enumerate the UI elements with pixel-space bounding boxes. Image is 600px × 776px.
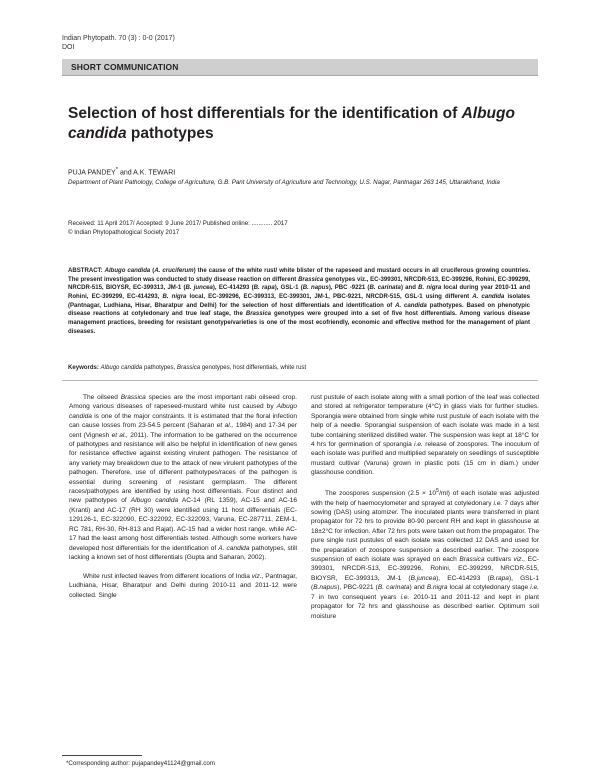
paragraph bbox=[69, 572, 297, 600]
paragraph bbox=[69, 393, 297, 562]
doi-label: DOI bbox=[62, 44, 75, 51]
section-label: SHORT COMMUNICATION bbox=[71, 62, 179, 72]
keyword: Brassica bbox=[176, 365, 201, 371]
dates-block bbox=[68, 220, 530, 237]
abstract-seg: ), GSL-1 ( bbox=[274, 285, 303, 292]
text: /ml) of each isolate was adjusted with the help of haemocytometer and sprayed at cotyledonary bbox=[311, 490, 540, 507]
italic-text: B.rapa bbox=[489, 574, 509, 582]
italic-text: B. carinata bbox=[377, 584, 410, 592]
received-accepted-dates: Received: 11 April 2017/ Accepted: 9 June 2017/ Published online: ............ 2017 bbox=[68, 220, 288, 227]
text: rust pustule of each isolate along with a small portion of the leaf was collected and stored at refrigerator temperature (4°C) in glass vials for further studies. Sporangia were obtained from single white rust pustule of each isolate with the help of a needle. Sporangial suspension of each isolate was made in a test tube containing sterilized distilled water. The suspension was kept at 18°C for 4 hrs for germination of sporangia bbox=[311, 394, 539, 449]
text: pathotypes, still lacking a known set of host differentials (Gupta and Saharan, 2002). bbox=[69, 544, 297, 561]
text: White rust infected leaves from different locations of India bbox=[83, 572, 252, 580]
body-column-right bbox=[311, 393, 539, 621]
italic-text: i.e. bbox=[400, 593, 410, 601]
abstract-seg: Brassica bbox=[245, 311, 272, 318]
paragraph bbox=[311, 393, 539, 478]
italic-text: B.nigra bbox=[426, 584, 448, 592]
superscript: 5 bbox=[436, 488, 440, 495]
italic-text: B.napus bbox=[313, 584, 338, 592]
italic-text: A. candida bbox=[218, 544, 250, 552]
italic-text: viz., bbox=[513, 556, 526, 564]
title-italic2: candida bbox=[68, 125, 127, 142]
abstract-seg: A. candida bbox=[472, 293, 505, 300]
journal-citation: Indian Phytopath. 70 (3) : 0-0 (2017) bbox=[62, 35, 175, 42]
authors bbox=[68, 167, 175, 176]
abstract-label: ABSTRACT: bbox=[68, 268, 105, 274]
text: AC-14 (RL 1359), AC-15 and AC-16 (Kranti) and AC-17 (RH 30) were identified using 11 host differentials (EC-129126-1, EC-322090, EC-322092, EC-322093, Varuna, EC-287711, ZEM-1, RC 781, RH-30, RH-813 and Rajat). AC-15 had a wider host range, while AC-17 had the least among host differentials tested. Although some workers have developed host differentials for the identification of bbox=[69, 497, 298, 552]
text: is one of the major constraints. It is estimated that the floral infection can cause losses from 23-54.5 percent (Saharan bbox=[69, 412, 297, 430]
italic-text: B.juncea bbox=[410, 574, 437, 582]
text: ), GSL-1 ( bbox=[311, 574, 539, 592]
keyword: genotypes, host differentials, white rust bbox=[200, 365, 307, 371]
author-marker: * bbox=[115, 167, 118, 173]
text: 2011). The information to be gathered on the occurrence of pathotypes and resistance will also be helpful in identification of new genes for resistance effective against existing virulent pathogen. The resistance of any variety may breakdown due to the attack of new virulent pathotypes of the pathogen. Therefore, use of different pathotypes/races of the pathogen is essential during screening of resistant germplasm. The different races/pathotypes are identified by using host differentials. Four distinct and new pathotypes of bbox=[69, 431, 298, 505]
text: 2010-11 and 2011-12 and kept in plant propagator for 72 hrs and glasshouse as described earlier. Optimum soil moisture bbox=[311, 593, 539, 620]
abstract-seg: pathotypes. Based on phenotypic disease reactions at cotyledonary and true leaf stage, the bbox=[68, 302, 531, 318]
italic-text: i.e. bbox=[493, 499, 503, 507]
abstract-seg: Brassica bbox=[298, 276, 324, 283]
italic-text: Albugo candida bbox=[69, 403, 297, 420]
text: Pantnagar, Ludhiana, Hisar, Bharatpur and Delhi during 2010-11 and 2011-12 were collected. Single bbox=[69, 572, 297, 599]
keywords bbox=[68, 365, 530, 371]
abstract-seg: ), PBC -9221 ( bbox=[328, 285, 370, 292]
body-column-left bbox=[69, 393, 297, 600]
text: 7 in two consequent years bbox=[311, 593, 401, 601]
italic-text: i.e. bbox=[530, 584, 539, 592]
keyword: Albugo candida bbox=[100, 365, 143, 371]
abstract bbox=[68, 267, 530, 336]
abstract-seg: isolates (Pantnagar, Ludhiana, Hisar, Bharatpur and Delhi) for the selection of host differentials and identification of bbox=[68, 293, 530, 309]
italic-text: et al., bbox=[216, 422, 234, 430]
text: 7 days after sowing (DAS) using atomizer. The inoculated plants were transferred in plant propagator for 72 hrs to provide 80-90 percent RH and kept in glasshouse at 18±2°C for infection. After 72 hrs pots were taken out from the propagator. The pure single rust pustules of each isolate was collected 12 DAS and used for the preparation of zoospore suspension a described earlier. The zoospore suspension of each isolate was sprayed on each bbox=[311, 499, 539, 564]
abstract-seg: ) and bbox=[400, 285, 419, 292]
abstract-seg: B. carinata bbox=[369, 285, 401, 292]
keywords-label: Keywords: bbox=[68, 365, 101, 371]
italic-text: i.e. bbox=[414, 441, 423, 449]
abstract-seg: B. juncea bbox=[185, 285, 213, 292]
abstract-seg: B. rapa bbox=[253, 285, 275, 292]
abstract-seg: genotypes viz., EC-399301, NRCDR-513, EC-399296, Rohini, EC-399299, NRCDR-515, BIOYSR, EC-399313, JM-1 ( bbox=[68, 276, 530, 292]
abstract-seg: Albugo candida bbox=[104, 268, 151, 274]
text: ) and bbox=[409, 584, 427, 592]
author-1: PUJA PANDEY bbox=[68, 169, 116, 177]
copyright-line: © Indian Phytopathological Society 2017 bbox=[68, 228, 180, 236]
text: local at cotyledonary stage bbox=[447, 584, 531, 592]
affiliation: Department of Plant Pathology, College of Agriculture, G.B. Pant University of Agriculture and Technology, U.S. Nagar, Pantnagar 263 145, Uttarakhand, India bbox=[68, 179, 500, 186]
title-part1: Selection of host differentials for the identification of bbox=[68, 105, 462, 122]
italic-text: viz., bbox=[251, 572, 264, 580]
title-italic1: Albugo bbox=[461, 105, 515, 122]
text: ), PBC-9221 ( bbox=[337, 584, 378, 592]
text: 1984) and 17-34 per cent (Vignesh bbox=[69, 422, 298, 439]
abstract-seg: B. napus bbox=[302, 285, 329, 292]
text: species are the most important rabi oilseed crop. Among various diseases of rapeseed-mustard white rust caused by bbox=[69, 394, 297, 411]
text: EC-399301, NRCDR-513, EC-399296, Rohini, EC-399299, NRCDR-515, BIOYSR, EC-399313, JM-1 ( bbox=[311, 556, 539, 582]
keyword: pathotypes, bbox=[142, 365, 177, 371]
italic-text: et al., bbox=[111, 431, 128, 439]
abstract-seg: local, EC-399296, EC-399313, EC-399301, JM-1, PBC-9221, NRCDR-515, GSL-1 using different bbox=[186, 293, 473, 300]
corresponding-author-footnote: *Corresponding author: pujapandey41124@gmail.com bbox=[66, 760, 215, 767]
abstract-seg: A. cruciferum bbox=[154, 268, 194, 274]
italic-text: Brassica bbox=[120, 394, 146, 401]
abstract-seg: ) the cause of the white rust/ white blister of the rapeseed and mustard occurs in all cruciferous growing countries. The present investigation was conducted to study disease reaction on different bbox=[68, 268, 531, 283]
italic-text: Brassica bbox=[459, 556, 485, 564]
paper-title bbox=[68, 104, 528, 144]
italic-text: Albugo candida bbox=[130, 497, 179, 505]
abstract-seg: local during year 2010-11 and Rohini, EC-399299, EC-414293, bbox=[68, 285, 531, 300]
abstract-seg: genotypes were grouped into a set of five host differentials. Among various disease management practices, breeding for resistant genotype/varieties is one of the most ecofriendly, economic and effective method for the management of plant diseases. bbox=[68, 311, 530, 335]
footnote-divider bbox=[62, 755, 142, 756]
abstract-seg: A. candida bbox=[395, 302, 427, 309]
journal-header bbox=[62, 34, 175, 52]
text: The zoospores suspension (2.5 × 10 bbox=[325, 490, 437, 498]
section-label-bar bbox=[62, 59, 538, 76]
author-2: and A.K. TEWARI bbox=[118, 169, 176, 177]
abstract-seg: ), EC-414293 ( bbox=[212, 285, 254, 292]
text: ), EC-414293 ( bbox=[436, 574, 490, 582]
abstract-seg: B. nigra bbox=[162, 293, 187, 300]
abstract-seg: ( bbox=[150, 268, 155, 274]
text: The oilseed bbox=[83, 394, 121, 401]
text: cultivars bbox=[484, 556, 514, 564]
divider bbox=[62, 380, 538, 381]
text: release of zoospores. The inoculum of each isolate was purified and multiplied separately on seedlings of susceptible mustard cultivar (Varuna) grown in plastic pots (15 cm in diam.) under glasshouse condition. bbox=[311, 441, 539, 477]
abstract-seg: B. nigra bbox=[418, 285, 442, 292]
title-part2: pathotypes bbox=[126, 125, 214, 142]
paragraph bbox=[311, 487, 539, 621]
